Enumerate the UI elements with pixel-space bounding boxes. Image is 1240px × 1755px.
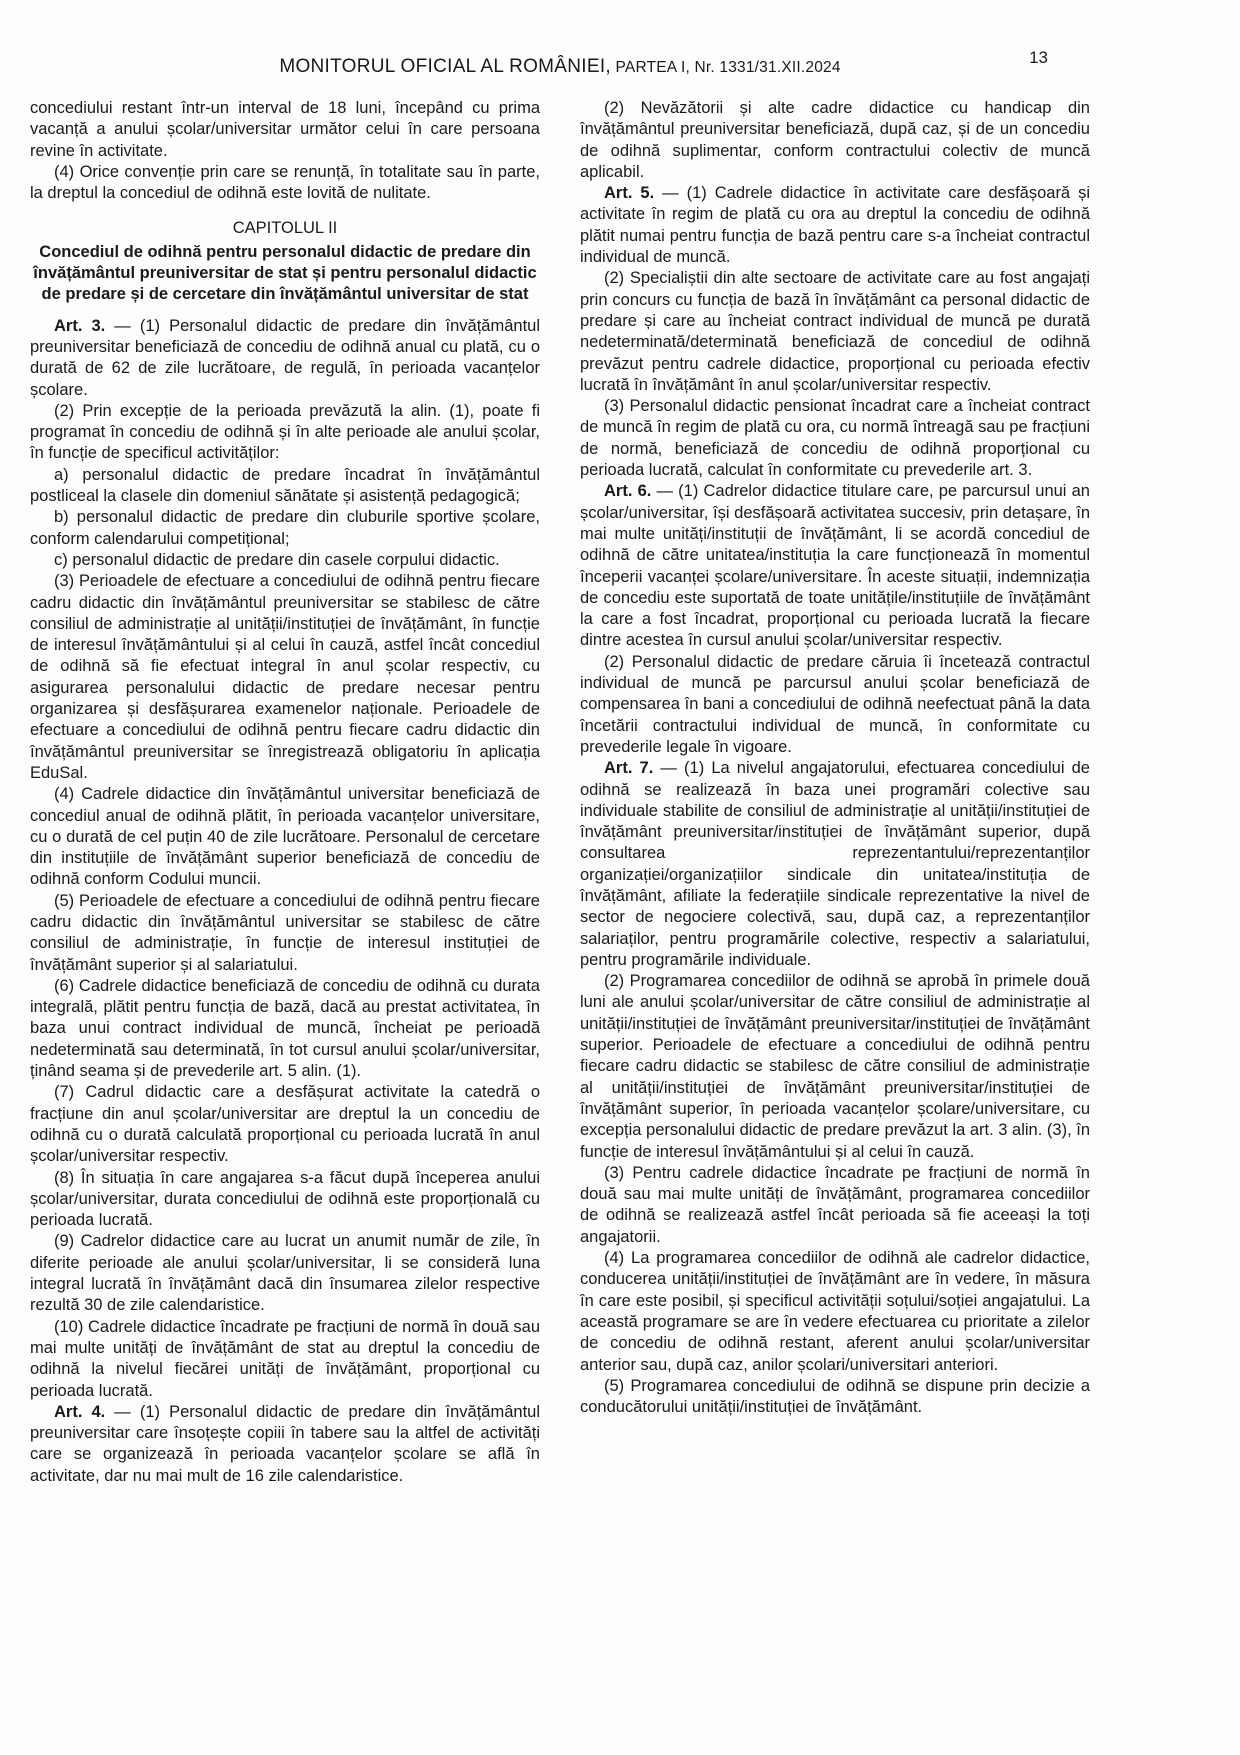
article-number: Art. 7. — [604, 759, 654, 778]
paragraph-text: — (1) Cadrele didactice în activitate care desfășoară și activitate în regim de plată cu ora au dreptul la concediu de odihnă plătit numai pentru funcția de bază pentru care s-a încheiat contractul individual de muncă. — [580, 184, 1090, 267]
paragraph-text: (3) Pentru cadrele didactice încadrate pe fracțiuni de normă în două sau mai multe unități de învățământ, programarea concediilor de odihnă se realizează astfel încât perioada să fie aceeași la toți angajatorii. — [580, 1163, 1090, 1246]
paragraph — [30, 571, 540, 784]
paragraph-text: concediului restant într-un interval de 18 luni, începând cu prima vacanță a anului școlar/universitar următor celui în care persoana revine în activitate. — [30, 99, 540, 160]
paragraph — [30, 1082, 540, 1167]
article-number: Art. 3. — [54, 316, 106, 335]
paragraph-text: (10) Cadrele didactice încadrate pe fracțiuni de normă în două sau mai multe unități de învățământ de stat au dreptul la concediu de odihnă la nivelul fiecărei unități de învățământ, proporțional cu perioada lucrată. — [30, 1317, 540, 1400]
paragraph-text: (3) Perioadele de efectuare a concediului de odihnă pentru fiecare cadru didactic din învățământul preuniversitar se stabilesc de către consiliul de administrație al unității/instituției de învățământ, în funcție de interesul învățământului și al celui în cauză, astfel încât concediul de odihnă să fie efectuat integral în anul școlar respectiv, cu asigurarea personalului didactic de predare necesar pentru organizarea și desfășurarea examenelor naționale. Perioadele de efectuare a concediului de odihnă pentru fiecare cadru didactic din învățământul preuniversitar se înregistrează obligatoriu în aplicația EduSal. — [30, 572, 540, 782]
left-column — [30, 98, 540, 1487]
paragraph-text: (5) Programarea concediului de odihnă se dispune prin decizie a conducătorului unității/instituției de învățământ. — [580, 1376, 1090, 1417]
paragraph — [580, 1376, 1090, 1419]
paragraph-text: (9) Cadrelor didactice care au lucrat un anumit număr de zile, în diferite perioade ale anului școlar/universitar, li se consideră luna integral lucrată în învățământ dacă din însumarea zilelor respective rezultă 30 de zile calendaristice. — [30, 1232, 540, 1315]
paragraph-text: (5) Perioadele de efectuare a concediului de odihnă pentru fiecare cadru didactic din învățământul universitar se stabilesc de către consiliul de administrație, în funcție de interesul instituției de învățământ superior și al salariatului. — [30, 891, 540, 974]
paragraph — [30, 891, 540, 976]
paragraph-text: (6) Cadrele didactice beneficiază de concediu de odihnă cu durata integrală, plătit pentru funcția de bază, dacă au prestat activitatea, în baza unui contract individual de muncă, încheiat pe perioadă nedeterminată sau determinată, în tot cursul anului școlar/universitar, ținând seama și de prevederile art. 5 alin. (1). — [30, 976, 540, 1081]
paragraph-text: c) personalul didactic de predare din casele corpului didactic. — [54, 550, 500, 569]
paragraph-text: (4) La programarea concediilor de odihnă ale cadrelor didactice, conducerea unității/instituției de învățământ are în vedere, în măsura în care este posibil, și specificul activității soțului/soției angajatului. La această programare se are în vedere efectuarea cu prioritate a zilelor de concediu de odihnă restant, aferent anului școlar/universitar anterior sau, după caz, anilor școlari/universitari anteriori. — [580, 1249, 1090, 1374]
paragraph — [30, 98, 540, 162]
paragraph-text: — (1) Personalul didactic de predare din învățământul preuniversitar care însoțește copiii în tabere sau la altfel de activități care se organizează în perioada vacanțelor școlare se află în activitate, dar nu mai mult de 16 zile calendaristice. — [30, 1402, 541, 1485]
article-number: Art. 5. — [604, 184, 655, 203]
two-column-layout — [30, 98, 1090, 1487]
article-paragraph — [580, 758, 1090, 971]
paragraph-text: (2) Specialiștii din alte sectoare de activitate care au fost angajați prin concurs cu funcția de bază în învățământ ca personal didactic de predare și care au încheiat contract individual de muncă pe durată nedeterminată/determinată beneficiază de concediul de odihnă prevăzut pentru cadrele didactice, proporțional cu perioada efectiv lucrată în învățământ în anul școlar/universitar respectiv. — [580, 269, 1090, 394]
masthead-part-info: PARTEA I, Nr. 1331/31.XII.2024 — [611, 59, 841, 76]
paragraph-text: — (1) La nivelul angajatorului, efectuarea concediului de odihnă se realizează în baza unei programări colective sau individuale stabilite de consiliul de administrație al unității/instituției de învățământ preuniversitar/instituției de învățământ superior, după consultarea reprezentantului/reprezentanților organizației/organizațiilor sindicale din unitatea/instituția de învățământ, afiliate la federațiile sindicale reprezentative la nivel de sector de negociere colectivă, sau, după caz, a reprezentanților salariaților, pentru programările colective, respectiv a salariatului, pentru programările individuale. — [580, 759, 1090, 969]
paragraph-text: (7) Cadrul didactic care a desfășurat activitate la catedră o fracțiune din anul școlar/universitar are dreptul la un concediu de odihnă cu o durată calculată proporțional cu perioada lucrată în anul școlar/universitar respectiv. — [30, 1083, 540, 1166]
paragraph — [30, 1168, 540, 1232]
page-number: 13 — [1029, 48, 1048, 67]
article-paragraph — [580, 481, 1090, 651]
paragraph-text: (4) Cadrele didactice din învățământul universitar beneficiază de concediul anual de odihnă plătit, în perioada vacanțelor universitare, cu o durată de cel puțin 40 de zile lucrătoare. Personalul de cercetare din instituțiile de învățământ superior beneficiază de concediu de odihnă conform Codului muncii. — [30, 785, 540, 889]
paragraph — [30, 465, 540, 508]
gazette-page — [30, 0, 1090, 1487]
paragraph-text: a) personalul didactic de predare încadrat în învățământul postliceal la clasele din domeniul sănătate și asistență pedagogică; — [30, 465, 540, 506]
paragraph — [30, 162, 540, 205]
article-paragraph — [30, 316, 540, 401]
paragraph — [30, 976, 540, 1082]
paragraph — [580, 1248, 1090, 1376]
chapter-heading — [30, 218, 540, 239]
paragraph-text: CAPITOLUL II — [232, 219, 338, 238]
paragraph-text: (2) Personalul didactic de predare căruia îi încetează contractul individual de muncă pe parcursul anului școlar beneficiază de compensarea în bani a concediului de odihnă neefectuat până la data încetării contractului individual de muncă, în conformitate cu prevederile legale în vigoare. — [580, 652, 1090, 756]
paragraph — [580, 268, 1090, 396]
paragraph — [30, 1231, 540, 1316]
paragraph — [580, 652, 1090, 758]
paragraph-text: — (1) Personalul didactic de predare din învățământul preuniversitar beneficiază de concediu de odihnă anual cu plată, cu o durată de 62 de zile lucrătoare, de regulă, în perioada vacanțelor școlare. — [30, 316, 541, 399]
chapter-title — [30, 242, 540, 306]
page-header — [30, 48, 1090, 78]
paragraph — [30, 401, 540, 465]
paragraph-text: (2) Nevăzătorii și alte cadre didactice cu handicap din învățământul preuniversitar beneficiază, după caz, și de un concediu de odihnă suplimentar, conform contractului colectiv de muncă aplicabil. — [580, 99, 1090, 181]
paragraph-text: — (1) Cadrelor didactice titulare care, pe parcursul unui an școlar/universitar, își desfășoară activitatea succesiv, prin detașare, în mai multe unități/instituții de învățământ, li se acordă concediul de odihnă de către unitatea/instituția la care funcționează în momentul începerii vacanței școlare/universitare. În aceste situații, indemnizația de concediu este suportată de toate unitățile/instituțiile de învățământ la care a fost încadrat, proporțional cu perioada lucrată la fiecare dintre acestea în cursul anului școlar/universitar respectiv. — [580, 482, 1090, 650]
paragraph-text: b) personalul didactic de predare din cluburile sportive școlare, conform calendarului competițional; — [30, 508, 540, 548]
article-paragraph — [580, 183, 1090, 268]
masthead-title: MONITORUL OFICIAL AL ROMÂNIEI, — [279, 56, 612, 77]
paragraph — [30, 1317, 540, 1402]
paragraph-text: (8) În situația în care angajarea s-a făcut după începerea anului școlar/universitar, durata concediului de odihnă este proporțională cu perioada lucrată. — [30, 1168, 540, 1230]
paragraph — [580, 98, 1090, 183]
article-paragraph — [30, 1402, 540, 1487]
right-column — [580, 98, 1090, 1487]
article-number: Art. 6. — [604, 482, 652, 501]
paragraph — [30, 550, 540, 571]
paragraph-text: (2) Prin excepție de la perioada prevăzută la alin. (1), poate fi programat în concediu de odihnă și în alte perioade ale anului școlar, în funcție de specificul activităților: — [30, 401, 540, 463]
paragraph-text: Concediul de odihnă pentru personalul didactic de predare din învățământul preuniversitar de stat și pentru personalul didactic de predare și de cercetare din învățământul universitar de stat — [33, 242, 537, 304]
paragraph-text: (4) Orice convenție prin care se renunță, în totalitate sau în parte, la dreptul la concediul de odihnă este lovită de nulitate. — [30, 162, 540, 203]
article-number: Art. 4. — [54, 1402, 106, 1421]
paragraph-text: (2) Programarea concediilor de odihnă se aprobă în primele două luni ale anului școlar/universitar de către consiliul de administrație al unității/instituției de învățământ preuniversitar/instituției de învățământ superior. Perioadele de efectuare a concediului de odihnă pentru fiecare cadru didactic se stabilesc de către consiliul de administrație al unității/instituției de învățământ preuniversitar/instituției de învățământ superior, în perioada vacanțelor școlare/universitare, cu excepția personalului didactic de predare prevăzut la art. 3 alin. (3), în funcție de interesul învățământului și al celui în cauză. — [580, 972, 1090, 1161]
paragraph — [580, 1163, 1090, 1248]
paragraph — [580, 396, 1090, 481]
paragraph — [580, 971, 1090, 1163]
paragraph — [30, 507, 540, 550]
paragraph-text: (3) Personalul didactic pensionat încadrat care a încheiat contract de muncă în regim de plată cu ora, cu normă întreagă sau pe fracțiuni de normă, beneficiază de concediu de odihnă proporțional cu perioada lucrată, calculat în conformitate cu prevederile art. 3. — [580, 397, 1090, 480]
paragraph — [30, 784, 540, 890]
